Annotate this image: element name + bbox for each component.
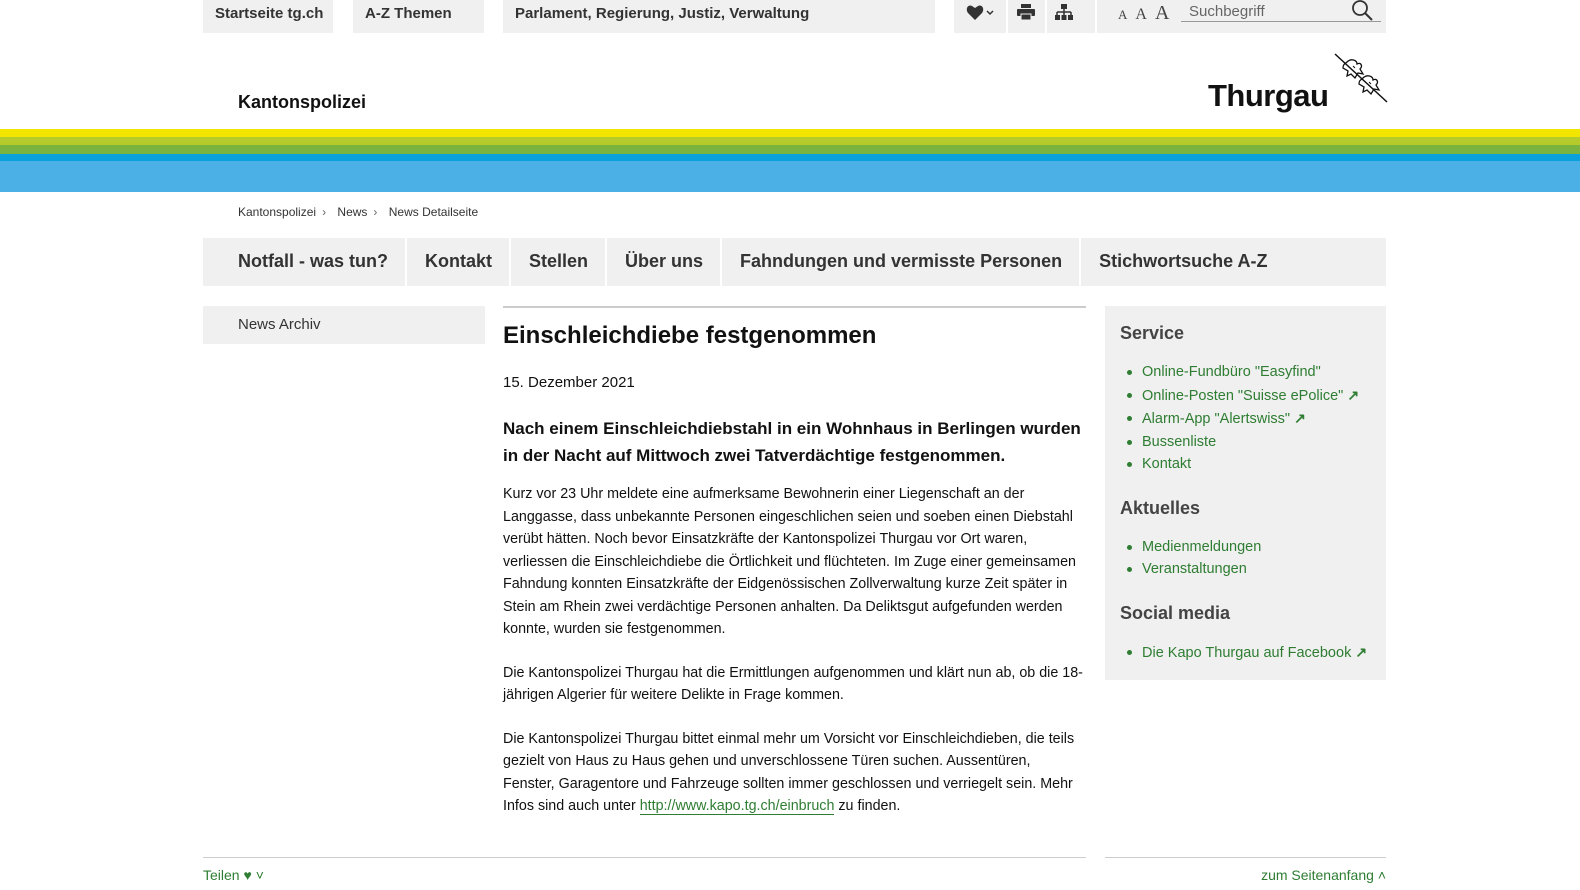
nav-item-stichwortsuche[interactable]: Stichwortsuche A-Z [1099, 251, 1268, 271]
sidebar-item-news-archiv[interactable]: News Archiv [203, 306, 485, 344]
aktuelles-link-medienmeldungen[interactable]: Medienmeldungen [1120, 536, 1371, 559]
article-paragraph [503, 728, 1086, 818]
font-medium-button[interactable]: A [1135, 6, 1147, 23]
stripe-lightgreen [0, 137, 1580, 145]
article-paragraph: Die Kantonspolizei Thurgau hat die Ermittlungen aufgenommen und klärt nun ab, ob die 18-jährigen Algerier für weitere Delikte in Frage kommen. [503, 664, 1083, 703]
external-link-icon: ↗ [1347, 386, 1360, 403]
breadcrumb-item-current: News Detailseite [388, 205, 479, 219]
article-title: Einschleichdiebe festgenommen [503, 322, 877, 349]
paragraph-text: zu finden. [834, 798, 901, 814]
share-label: Teilen [203, 867, 240, 883]
stripe-yellow [0, 129, 1580, 137]
nav-item-notfall[interactable]: Notfall - was tun? [203, 238, 407, 286]
paragraph-text: Die Kantonspolizei Thurgau bittet einmal mehr um Vorsicht vor Einschleichdieben, die teils gezielt von Haus zu Haus gehen und unverschlossene Türen suchen. Aussentüren, Fenster, Garagentore und Fahrzeuge sollten immer geschlossen und verriegelt sein. Mehr Infos sind auch unter [503, 730, 1075, 814]
search-icon[interactable] [1351, 0, 1373, 21]
external-link-icon: ↗ [1355, 643, 1368, 660]
heart-icon[interactable] [966, 4, 994, 27]
main-nav [203, 238, 1386, 286]
nav-item-ueber-uns[interactable]: Über uns [607, 238, 722, 286]
color-stripes [0, 129, 1580, 192]
az-themen-link[interactable]: A-Z Themen [353, 0, 484, 33]
service-link-kontakt[interactable]: Kontakt [1120, 453, 1371, 476]
divider [1105, 857, 1386, 858]
aktuelles-heading: Aktuelles [1120, 497, 1201, 518]
chevron-right-icon: › [373, 205, 378, 219]
service-link-epolice[interactable]: Online-Posten "Suisse ePolice" ↗ [1120, 384, 1371, 408]
right-sidebar [1105, 306, 1386, 680]
service-link-alertswiss[interactable]: Alarm-App "Alertswiss" ↗ [1120, 407, 1371, 431]
search-input[interactable] [1181, 0, 1341, 22]
service-heading: Service [1120, 323, 1185, 343]
social-heading: Social media [1120, 602, 1231, 623]
startseite-link[interactable]: Startseite tg.ch [203, 0, 333, 33]
thurgau-logo[interactable] [1208, 52, 1388, 118]
article-paragraph: Kurz vor 23 Uhr meldete eine aufmerksame Bewohnerin einer Liegenschaft an der Langgasse, dass unbekannte Personen eingeschlichen seien und soeben einen Diebstahl verübt hätten. Noch bevor Einsatzkräfte der Kantonspolizei Thurgau vor Ort waren, verliessen die Einschleichdiebe die Örtlichkeit und flüchteten. Im Zuge einer gemeinsamen Fahndung konnten Einsatzkräfte der Eidgenössischen Zollverwaltung kurze Zeit später in Stein am Rhein zwei verdächtige Personen anhalten. Da Deliktsgut aufgefunden werden konnte, wurden sie festgenommen. [503, 486, 1076, 637]
back-to-top-link[interactable] [1261, 867, 1386, 883]
font-small-button[interactable]: A [1118, 7, 1128, 22]
service-link-easyfind[interactable]: Online-Fundbüro "Easyfind" [1120, 361, 1371, 384]
toolbar [954, 0, 1386, 33]
einbruch-link[interactable]: http://www.kapo.tg.ch/einbruch [639, 798, 835, 814]
nav-item-kontakt[interactable]: Kontakt [407, 238, 511, 286]
chevron-right-icon: › [322, 205, 327, 219]
external-link-icon: ↗ [1294, 410, 1306, 426]
parlament-link[interactable]: Parlament, Regierung, Justiz, Verwaltung [503, 0, 935, 33]
site-name[interactable]: Kantonspolizei [238, 92, 367, 112]
search-box [1181, 0, 1381, 22]
article-date: 15. Dezember 2021 [503, 374, 635, 391]
nav-item-fahndungen[interactable]: Fahndungen und vermisste Personen [722, 238, 1081, 286]
divider [203, 857, 1086, 858]
article-lead: Nach einem Einschleichdiebstahl in ein Wohnhaus in Berlingen wurden in der Nacht auf Mittwoch zwei Tatverdächtige festgenommen. [503, 419, 1081, 465]
lion-crest-icon [1333, 52, 1389, 104]
stripe-green [0, 145, 1580, 154]
breadcrumb [238, 205, 484, 219]
service-link-bussenliste[interactable]: Bussenliste [1120, 431, 1371, 454]
top-bar [0, 0, 1580, 33]
font-size-controls [1118, 2, 1173, 25]
aktuelles-link-veranstaltungen[interactable]: Veranstaltungen [1120, 558, 1371, 581]
heart-icon: ♥ [243, 867, 252, 883]
font-large-button[interactable]: A [1154, 2, 1170, 24]
chevron-up-icon: ˄ [1377, 867, 1386, 883]
logo-text: Thurgau [1208, 78, 1329, 113]
print-icon[interactable] [1017, 4, 1035, 25]
breadcrumb-item[interactable]: Kantonspolizei [238, 205, 317, 219]
sitemap-icon[interactable] [1055, 4, 1073, 25]
stripe-blue [0, 161, 1580, 192]
social-link-facebook[interactable]: Die Kapo Thurgau auf Facebook ↗ [1120, 641, 1371, 665]
nav-item-stellen[interactable]: Stellen [511, 238, 607, 286]
back-to-top-label: zum Seitenanfang [1261, 867, 1374, 883]
aktuelles-list [1120, 536, 1371, 581]
stripe-lightblue [0, 154, 1580, 161]
breadcrumb-item[interactable]: News [337, 205, 368, 219]
service-list [1120, 361, 1371, 476]
social-list [1120, 641, 1371, 665]
chevron-down-icon: ˅ [255, 867, 264, 883]
share-button[interactable] [203, 867, 264, 883]
article [503, 306, 1086, 818]
